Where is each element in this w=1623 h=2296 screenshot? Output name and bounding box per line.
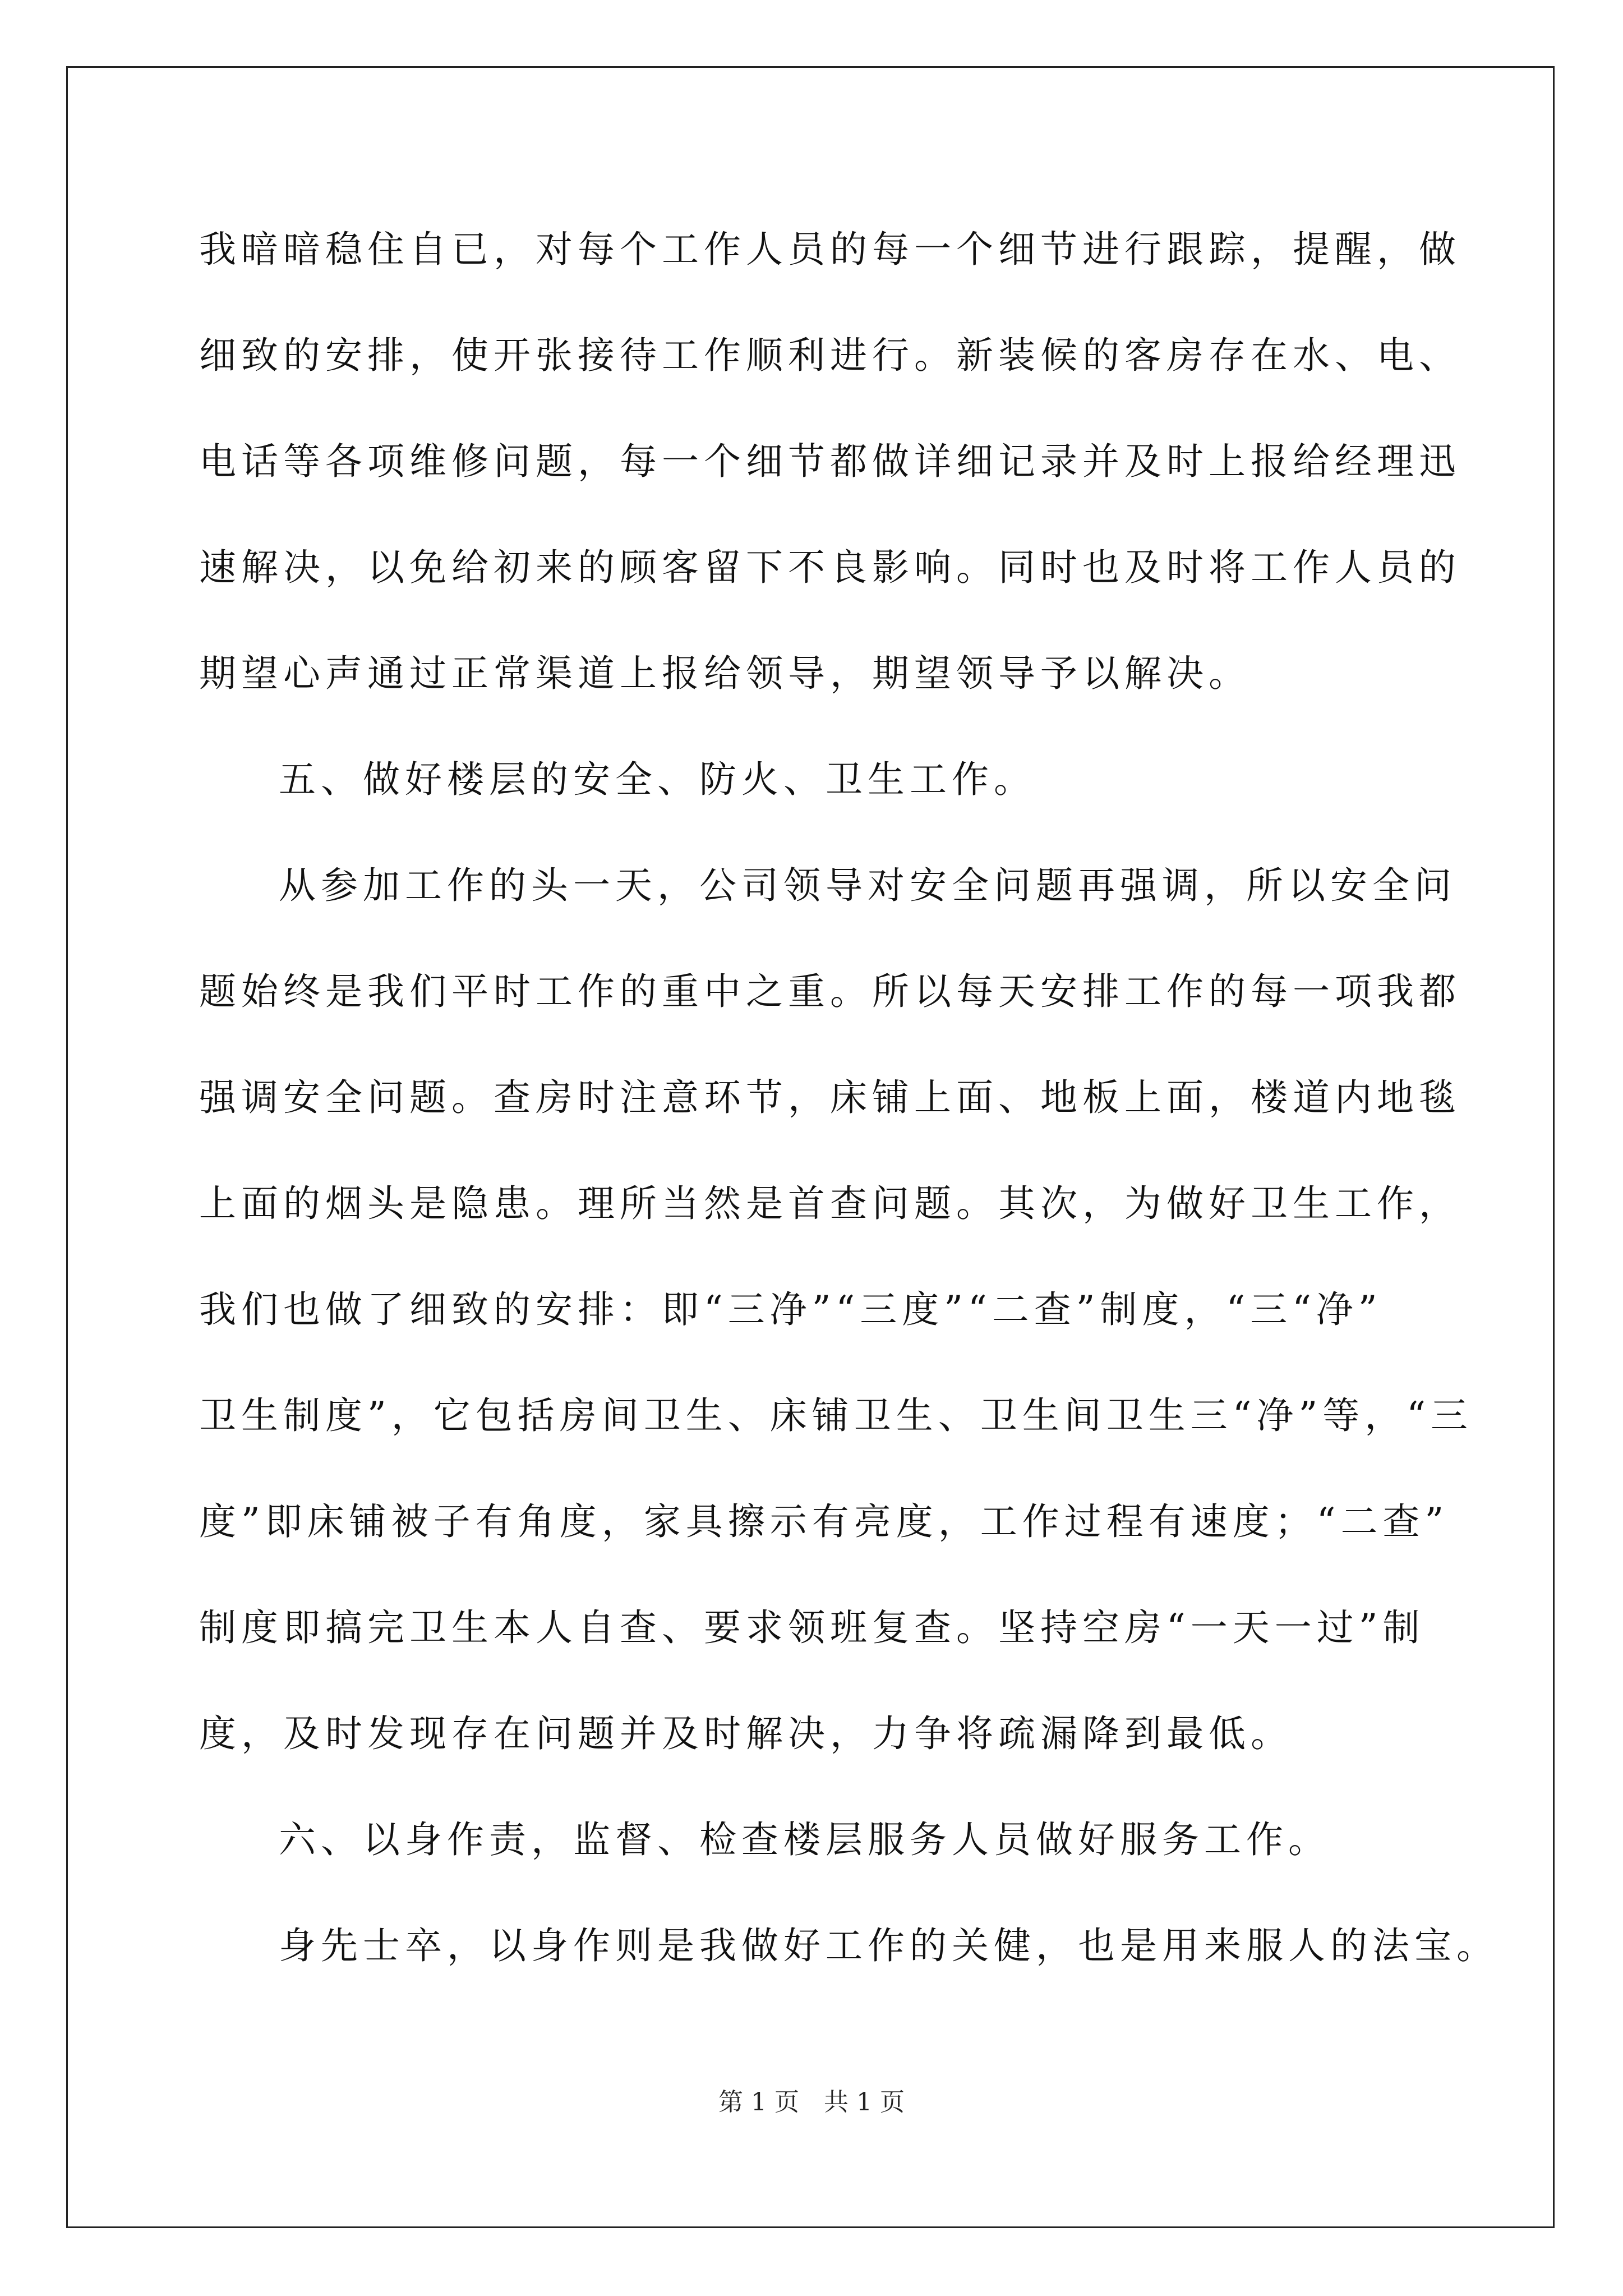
text-line-4: 速解决，以免给初来的顾客留下不良影响。同时也及时将工作人员的 xyxy=(199,546,1461,589)
text-line-17: 身先士卒，以身作则是我做好工作的关健，也是用来服人的法宝。 xyxy=(279,1924,1498,1967)
text-line-14: 制度即搞完卫生本人自查、要求领班复查。坚持空房“一天一过”制 xyxy=(199,1606,1425,1649)
text-line-13: 度”即床铺被子有角度，家具擦示有亮度，工作过程有速度；“二查” xyxy=(199,1500,1449,1543)
page-border xyxy=(66,66,1555,2228)
text-line-9: 强调安全问题。查房时注意环节，床铺上面、地板上面，楼道内地毯 xyxy=(199,1076,1461,1119)
text-line-2: 细致的安排，使开张接待工作顺利进行。新装候的客房存在水、电、 xyxy=(199,334,1461,377)
text-line-12: 卫生制度”，它包括房间卫生、床铺卫生、卫生间卫生三“净”等，“三 xyxy=(199,1394,1473,1437)
text-line-3: 电话等各项维修问题，每一个细节都做详细记录并及时上报给经理迅 xyxy=(199,440,1461,483)
text-line-7: 从参加工作的头一天，公司领导对安全问题再强调，所以安全问 xyxy=(279,864,1456,907)
text-line-11: 我们也做了细致的安排：即“三净”“三度”“二查”制度，“三“净” xyxy=(199,1288,1382,1331)
section-heading-6: 六、以身作责，监督、检查楼层服务人员做好服务工作。 xyxy=(279,1818,1330,1861)
page-number-footer: 第 1 页 共 1 页 xyxy=(718,2088,905,2116)
section-heading-5: 五、做好楼层的安全、防火、卫生工作。 xyxy=(279,758,1036,801)
text-line-8: 题始终是我们平时工作的重中之重。所以每天安排工作的每一项我都 xyxy=(199,970,1461,1013)
text-line-15: 度，及时发现存在问题并及时解决，力争将疏漏降到最低。 xyxy=(199,1712,1293,1755)
text-line-5: 期望心声通过正常渠道上报给领导，期望领导予以解决。 xyxy=(199,652,1251,695)
text-line-10: 上面的烟头是隐患。理所当然是首查问题。其次，为做好卫生工作， xyxy=(199,1182,1461,1225)
text-line-1: 我暗暗稳住自已，对每个工作人员的每一个细节进行跟踪，提醒，做 xyxy=(199,228,1461,271)
